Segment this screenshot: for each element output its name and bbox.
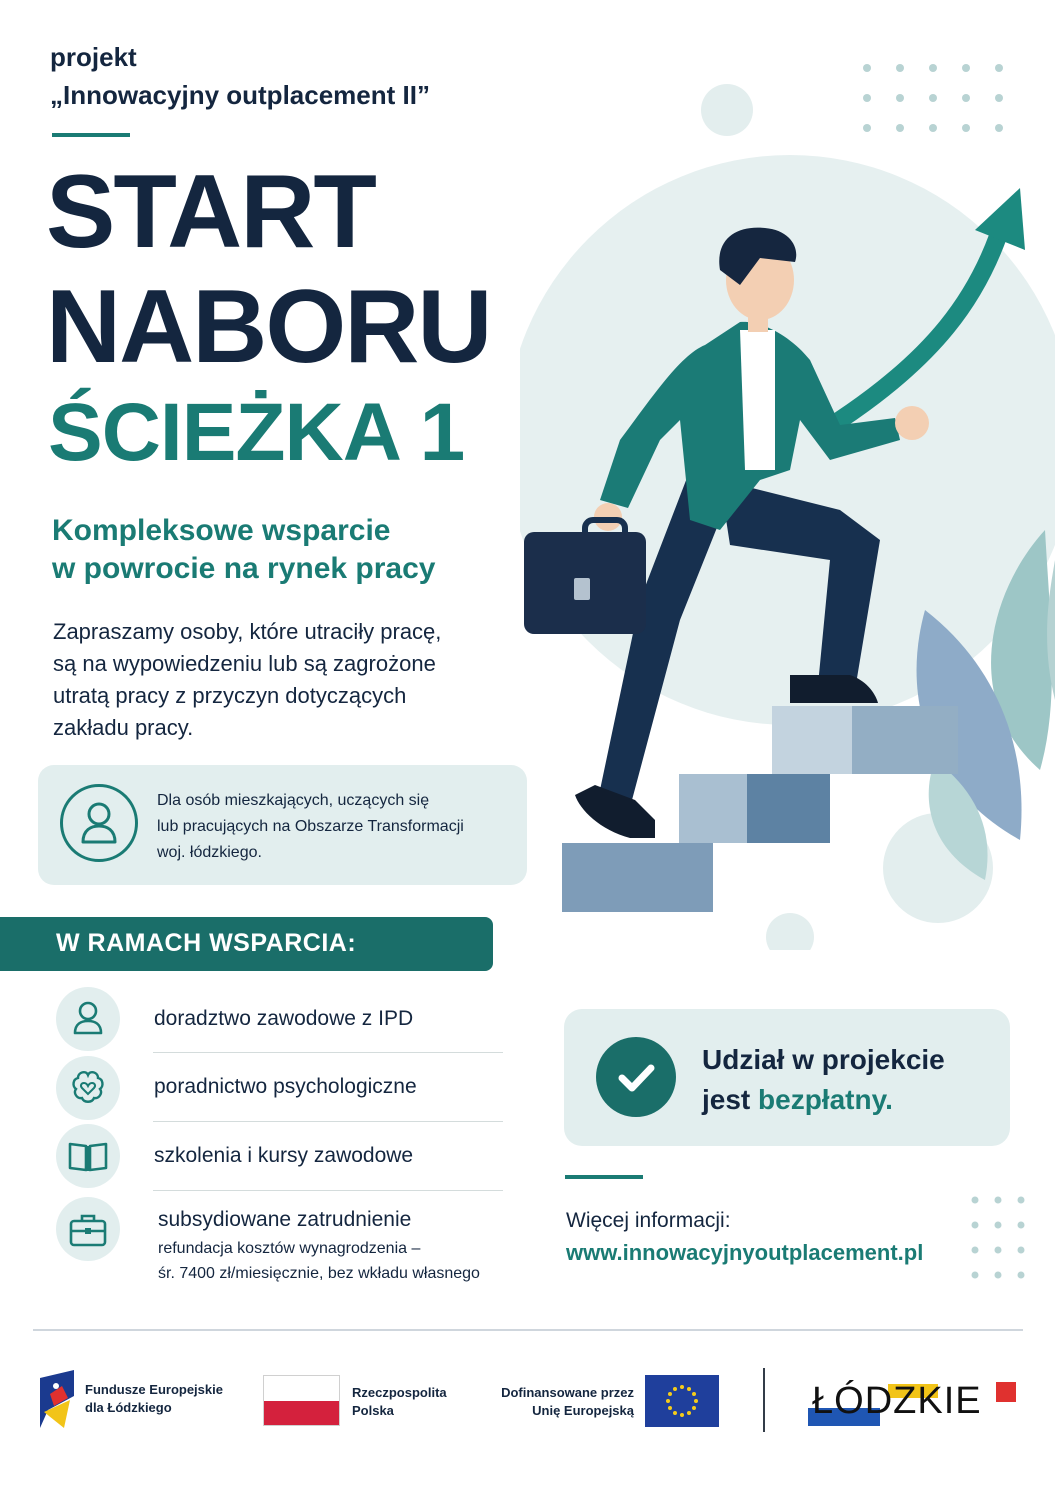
free-line-1: Udział w projekcie (702, 1044, 945, 1075)
book-icon (56, 1124, 120, 1188)
check-icon (596, 1037, 676, 1117)
eligibility-line: woj. łódzkiego. (157, 844, 262, 861)
support-icon-circle (56, 987, 120, 1051)
accent-divider (52, 133, 130, 137)
more-info-label: Więcej informacji: (566, 1209, 731, 1232)
eu-funds-logo (40, 1366, 76, 1434)
support-icon-circle (56, 1197, 120, 1261)
support-separator (153, 1190, 503, 1191)
free-line-2 (702, 1084, 893, 1116)
lodzkie-logo-text: ŁÓDZKIE (812, 1380, 982, 1422)
dot-grid-top (863, 64, 1003, 132)
support-note-line: śr. 7400 zł/miesięcznie, bez wkładu własnego (158, 1265, 480, 1282)
accent-divider (565, 1175, 643, 1179)
headline-naboru: NABORU (46, 269, 491, 385)
poland-text (352, 1384, 447, 1420)
check-circle (596, 1037, 676, 1117)
poland-line: Rzeczpospolita (352, 1385, 447, 1400)
eligibility-text (157, 788, 464, 866)
project-name: „Innowacyjny outplacement II” (50, 80, 430, 110)
decorative-background (520, 50, 1055, 950)
project-label: projekt (50, 42, 137, 72)
support-separator (153, 1052, 503, 1053)
intro-line: są na wypowiedzeniu lub są zagrożone (53, 651, 436, 676)
person-icon (56, 987, 120, 1051)
headline-path: ŚCIEŻKA 1 (48, 387, 465, 478)
footer-divider (33, 1329, 1023, 1331)
intro-line: zakładu pracy. (53, 715, 194, 740)
intro-text (53, 616, 441, 744)
eu-funds-text (85, 1381, 223, 1417)
person-icon (63, 787, 135, 859)
eligibility-line: lub pracujących na Obszarze Transformacji (157, 818, 464, 835)
subtitle-line-1: Kompleksowe wsparcie (52, 514, 391, 547)
poland-line: Polska (352, 1403, 394, 1418)
eu-flag-icon (645, 1375, 719, 1427)
support-icon-circle (56, 1056, 120, 1120)
support-item-label: subsydiowane zatrudnienie (158, 1208, 412, 1231)
eu-cofunded-line: Unię Europejską (532, 1403, 634, 1418)
briefcase-icon (56, 1197, 120, 1261)
free-line-2-prefix: jest (702, 1084, 759, 1115)
subtitle-line-2: w powrocie na rynek pracy (52, 552, 436, 585)
eligibility-icon-circle (60, 784, 138, 862)
subtitle (52, 512, 435, 588)
polish-flag-icon (263, 1375, 340, 1426)
eligibility-line: Dla osób mieszkających, uczących się (157, 792, 430, 809)
eu-funds-line: Fundusze Europejskie (85, 1382, 223, 1397)
support-item-label: szkolenia i kursy zawodowe (154, 1144, 414, 1167)
brain-heart-icon (56, 1056, 120, 1120)
intro-line: utratą pracy z przyczyn dotyczących (53, 683, 407, 708)
dot-grid-bottom (970, 1195, 1030, 1285)
support-item-label: poradnictwo psychologiczne (154, 1075, 417, 1098)
support-icon-circle (56, 1124, 120, 1188)
eu-cofunded-line: Dofinansowane przez (501, 1385, 634, 1400)
free-highlight: bezpłatny. (758, 1084, 893, 1115)
footer-vertical-divider (763, 1368, 765, 1432)
headline-start: START (46, 154, 375, 270)
website-link[interactable]: www.innowacyjnyoutplacement.pl (566, 1240, 924, 1265)
eu-funds-line: dla Łódzkiego (85, 1400, 172, 1415)
support-item-label: doradztwo zawodowe z IPD (154, 1007, 414, 1030)
support-separator (153, 1121, 503, 1122)
support-heading: W RAMACH WSPARCIA: (56, 929, 357, 957)
support-item-note (158, 1236, 480, 1286)
eu-cofunded-text (497, 1384, 634, 1420)
intro-line: Zapraszamy osoby, które utraciły pracę, (53, 619, 442, 644)
support-note-line: refundacja kosztów wynagrodzenia – (158, 1240, 421, 1257)
